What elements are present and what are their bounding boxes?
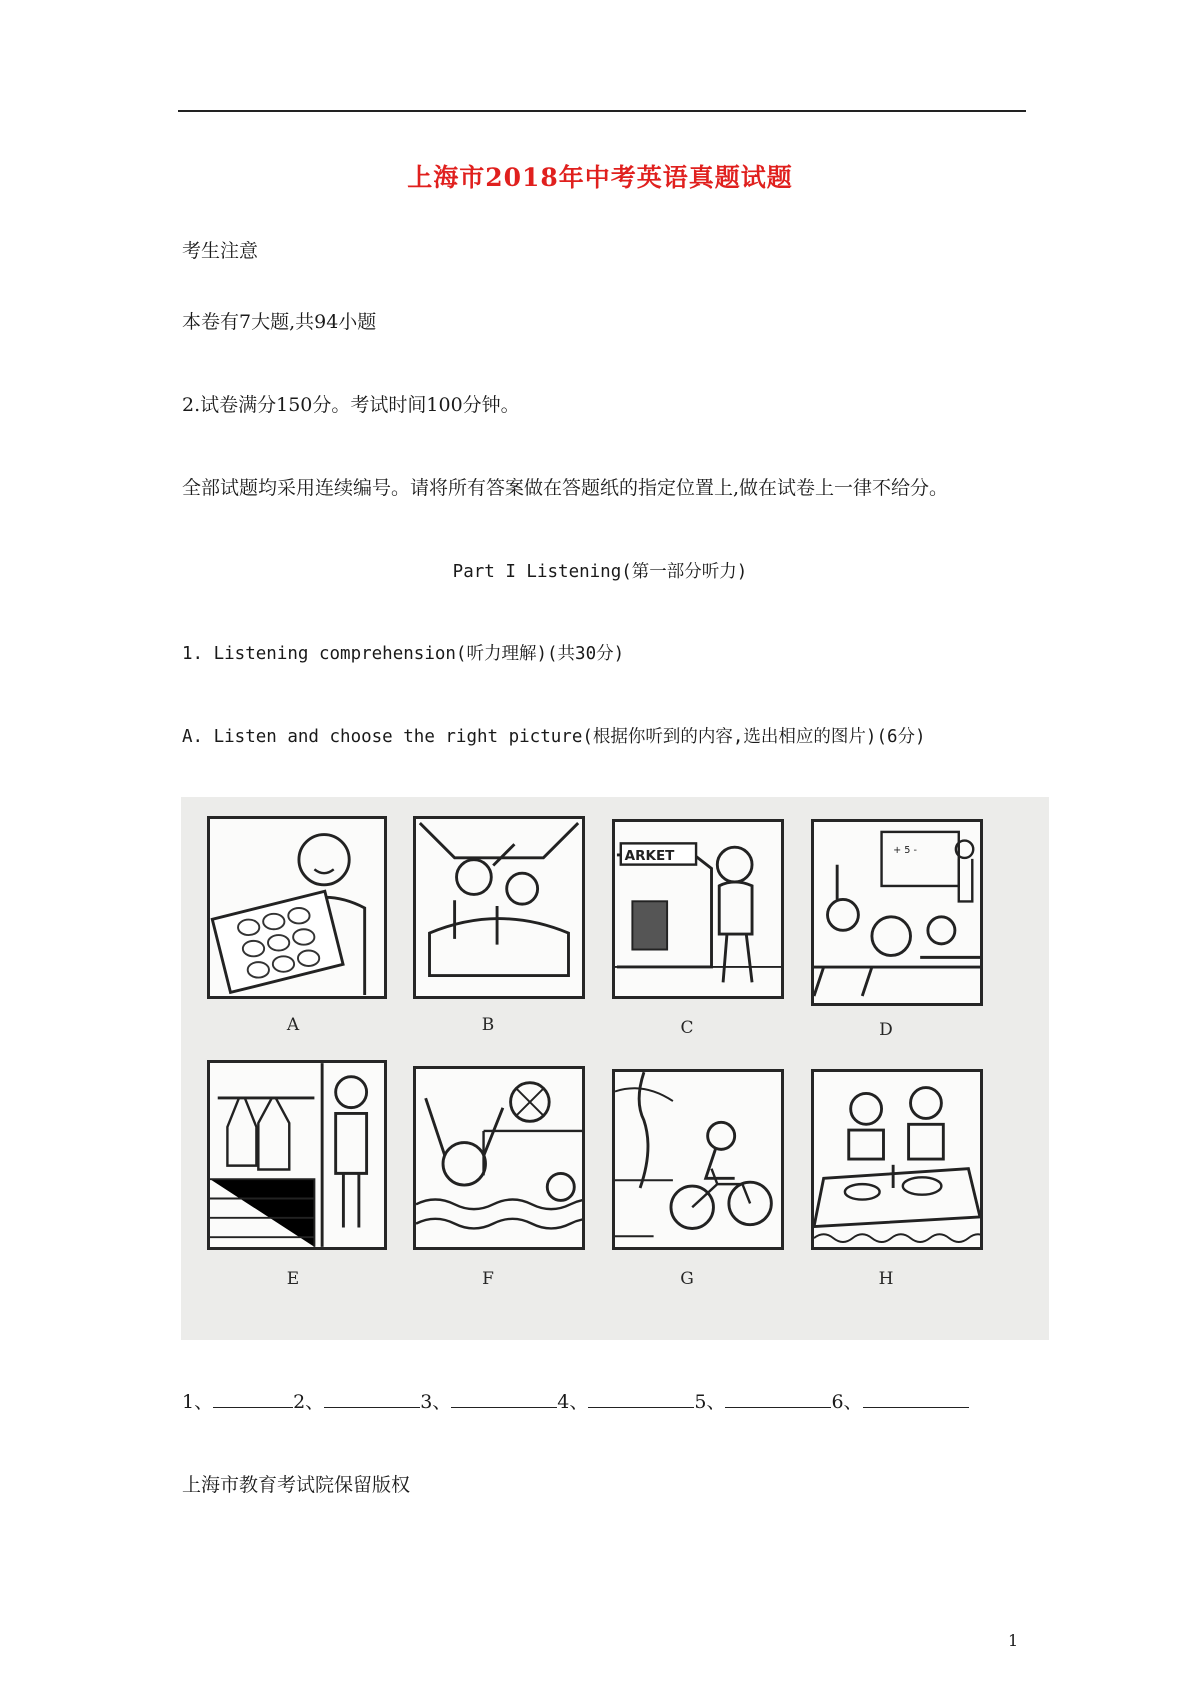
answer-blank-5[interactable] <box>725 1391 831 1408</box>
classroom-illustration <box>814 822 980 1003</box>
baker-illustration <box>210 819 384 996</box>
picture-label: G <box>680 1269 694 1289</box>
answer-number: 2、 <box>293 1391 325 1413</box>
section-heading: 1. Listening comprehension(听力理解)(共30分) <box>182 644 625 664</box>
picture-a <box>207 816 387 999</box>
answer-number: 5、 <box>694 1391 726 1413</box>
picture-label: H <box>878 1269 894 1289</box>
notice-item-1: 本卷有7大题,共94小题 <box>182 311 377 333</box>
picnic-illustration <box>814 1072 980 1247</box>
picture-c <box>612 819 784 999</box>
picture-label: B <box>481 1015 495 1035</box>
cycling-illustration <box>615 1072 781 1247</box>
answer-blank-4[interactable] <box>588 1391 694 1408</box>
answer-blank-2[interactable] <box>324 1391 420 1408</box>
answer-blank-3[interactable] <box>451 1391 557 1408</box>
answer-blank-6[interactable] <box>863 1391 969 1408</box>
page-title: 上海市2018年中考英语真题试题 <box>407 163 793 192</box>
swimming-pool-illustration <box>416 1069 582 1247</box>
picture-label: C <box>680 1018 694 1038</box>
header-rule <box>178 110 1026 112</box>
picture-label: D <box>879 1020 893 1040</box>
notice-item-3: 全部试题均采用连续编号。请将所有答案做在答题纸的指定位置上,做在试卷上一律不给分。 <box>182 477 949 499</box>
picture-label: F <box>482 1269 494 1289</box>
picture-h <box>811 1069 983 1250</box>
picture-label: E <box>286 1269 300 1289</box>
picture-f <box>413 1066 585 1250</box>
page-number: 1 <box>1008 1631 1019 1650</box>
answer-line <box>182 1387 969 1414</box>
picture-d <box>811 819 983 1006</box>
car-ride-illustration <box>416 819 582 996</box>
picture-grid <box>181 797 1049 1340</box>
svg-text:+ 5 -: + 5 - <box>893 845 917 857</box>
picture-b <box>413 816 585 999</box>
notice-item-2: 2.试卷满分150分。考试时间100分钟。 <box>182 394 520 416</box>
market-sign-text: ARKET <box>624 847 675 864</box>
picture-g <box>612 1069 784 1250</box>
answer-number: 6、 <box>831 1391 863 1413</box>
answer-number: 4、 <box>557 1391 589 1413</box>
market-illustration <box>615 822 781 996</box>
notice-heading: 考生注意 <box>182 240 259 262</box>
subsection-heading: A. Listen and choose the right picture(根据你听到的内容,选出相应的图片)(6分) <box>182 727 926 747</box>
answer-number: 3、 <box>420 1391 452 1413</box>
part-heading: Part I Listening(第一部分听力) <box>452 562 748 582</box>
picture-e <box>207 1060 387 1250</box>
clothes-shop-illustration <box>210 1063 384 1247</box>
answer-blank-1[interactable] <box>213 1391 293 1408</box>
answer-number: 1、 <box>182 1391 214 1413</box>
copyright-notice: 上海市教育考试院保留版权 <box>182 1474 411 1496</box>
picture-label: A <box>286 1015 300 1035</box>
